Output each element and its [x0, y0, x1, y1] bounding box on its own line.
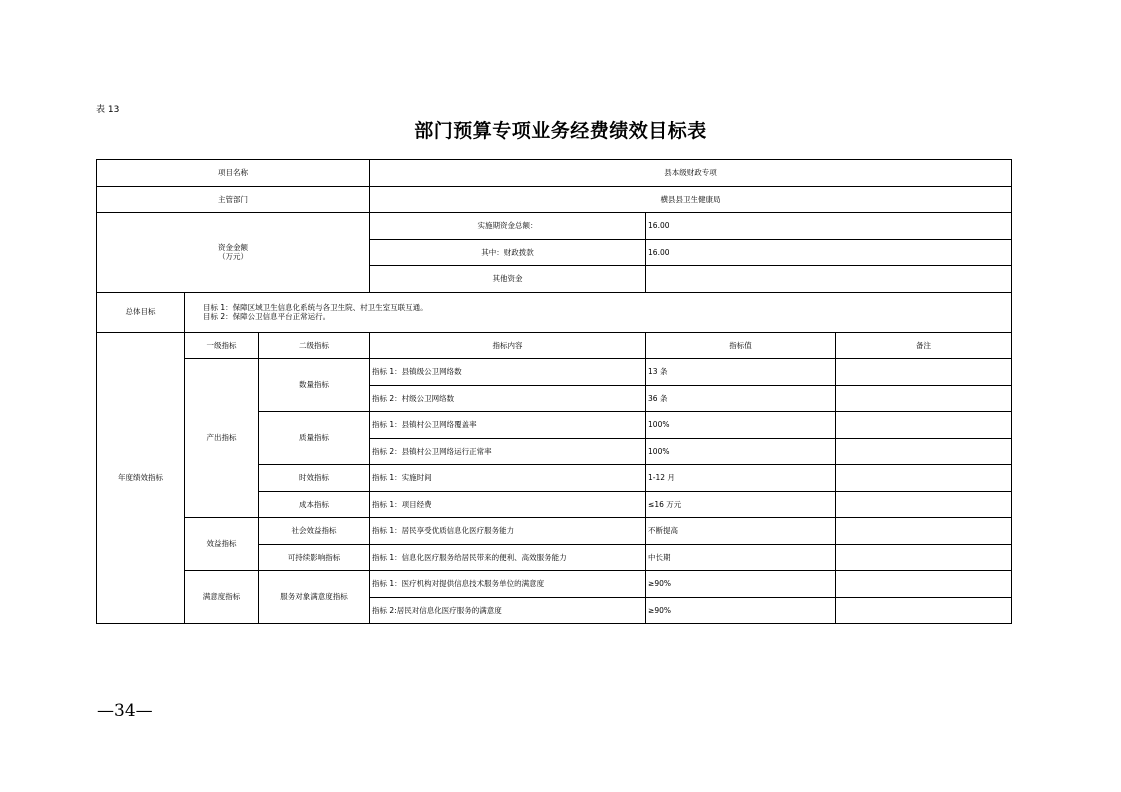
goal-line-2: 目标 2：保障公卫信息平台正常运行。: [203, 312, 331, 321]
header-value: 指标值: [646, 332, 836, 359]
indicator-content: 指标 1：县镇村公卫网络覆盖率: [370, 412, 646, 439]
funds-total-value: 16.00: [646, 213, 1012, 240]
indicator-content: 指标 2:居民对信息化医疗服务的满意度: [370, 597, 646, 624]
header-remark: 备注: [836, 332, 1012, 359]
cost-indicators-label: 成本指标: [259, 491, 370, 518]
indicator-value: 100%: [646, 412, 836, 439]
table-row: [97, 292, 1012, 332]
quantity-indicators-label: 数量指标: [259, 359, 370, 412]
overall-goals-label: 总体目标: [97, 292, 185, 332]
indicator-content: 指标 2：村级公卫网络数: [370, 385, 646, 412]
table-row: [97, 332, 1012, 359]
indicator-remark: [836, 359, 1012, 386]
project-name-label: 项目名称: [97, 160, 370, 187]
table-row: [97, 160, 1012, 187]
indicator-value: ≥90%: [646, 571, 836, 598]
funds-other-value: [646, 266, 1012, 293]
funds-other-label: 其他资金: [370, 266, 646, 293]
indicator-content: 指标 1：项目经费: [370, 491, 646, 518]
table-row: [97, 186, 1012, 213]
annual-indicators-label: 年度绩效指标: [97, 332, 185, 624]
project-name-value: 县本级财政专项: [370, 160, 1012, 187]
indicator-remark: [836, 518, 1012, 545]
page-number: —34—: [97, 701, 153, 721]
funds-label-line1: 资金金额: [218, 242, 249, 252]
output-indicators-label: 产出指标: [185, 359, 259, 518]
sustainable-impact-label: 可持续影响指标: [259, 544, 370, 571]
indicator-value: 36 条: [646, 385, 836, 412]
indicator-content: 指标 1：信息化医疗服务给居民带来的便利、高效服务能力: [370, 544, 646, 571]
department-label: 主管部门: [97, 186, 370, 213]
social-benefit-label: 社会效益指标: [259, 518, 370, 545]
header-level1: 一级指标: [185, 332, 259, 359]
indicator-remark: [836, 412, 1012, 439]
page-title: 部门预算专项业务经费绩效目标表: [414, 120, 707, 142]
indicator-value: 13 条: [646, 359, 836, 386]
timeliness-indicators-label: 时效指标: [259, 465, 370, 492]
indicator-value: ≤16 万元: [646, 491, 836, 518]
header-level2: 二级指标: [259, 332, 370, 359]
funds-fiscal-value: 16.00: [646, 239, 1012, 266]
indicator-remark: [836, 597, 1012, 624]
header-content: 指标内容: [370, 332, 646, 359]
indicator-content: 指标 1：县镇级公卫网络数: [370, 359, 646, 386]
benefit-indicators-label: 效益指标: [185, 518, 259, 571]
service-satisfaction-label: 服务对象满意度指标: [259, 571, 370, 624]
indicator-value: 中长期: [646, 544, 836, 571]
table-number: 表 13: [96, 105, 120, 115]
indicator-content: 指标 1：医疗机构对提供信息技术服务单位的满意度: [370, 571, 646, 598]
funds-label-line2: （万元）: [218, 252, 249, 262]
indicator-value: 100%: [646, 438, 836, 465]
indicator-remark: [836, 385, 1012, 412]
performance-target-table: [96, 159, 1012, 624]
indicator-content: 指标 1：实施时间: [370, 465, 646, 492]
goal-line-1: 目标 1：保障区域卫生信息化系统与各卫生院、村卫生室互联互通。: [203, 302, 428, 312]
department-value: 横县县卫生健康局: [370, 186, 1012, 213]
indicator-content: 指标 1：居民享受优质信息化医疗服务能力: [370, 518, 646, 545]
table-row: [97, 571, 1012, 598]
indicator-remark: [836, 438, 1012, 465]
table-row: [97, 213, 1012, 240]
satisfaction-indicators-label: 满意度指标: [185, 571, 259, 624]
funds-label: [97, 213, 370, 293]
quality-indicators-label: 质量指标: [259, 412, 370, 465]
table-row: [97, 518, 1012, 545]
indicator-value: ≥90%: [646, 597, 836, 624]
table-row: [97, 359, 1012, 386]
indicator-value: 1-12 月: [646, 465, 836, 492]
indicator-content: 指标 2：县镇村公卫网络运行正常率: [370, 438, 646, 465]
indicator-remark: [836, 571, 1012, 598]
funds-fiscal-label: 其中：财政拨款: [370, 239, 646, 266]
indicator-remark: [836, 491, 1012, 518]
funds-total-label: 实施期资金总额：: [370, 213, 646, 240]
indicator-value: 不断提高: [646, 518, 836, 545]
indicator-remark: [836, 544, 1012, 571]
indicator-remark: [836, 465, 1012, 492]
overall-goals-content: [185, 292, 1012, 332]
